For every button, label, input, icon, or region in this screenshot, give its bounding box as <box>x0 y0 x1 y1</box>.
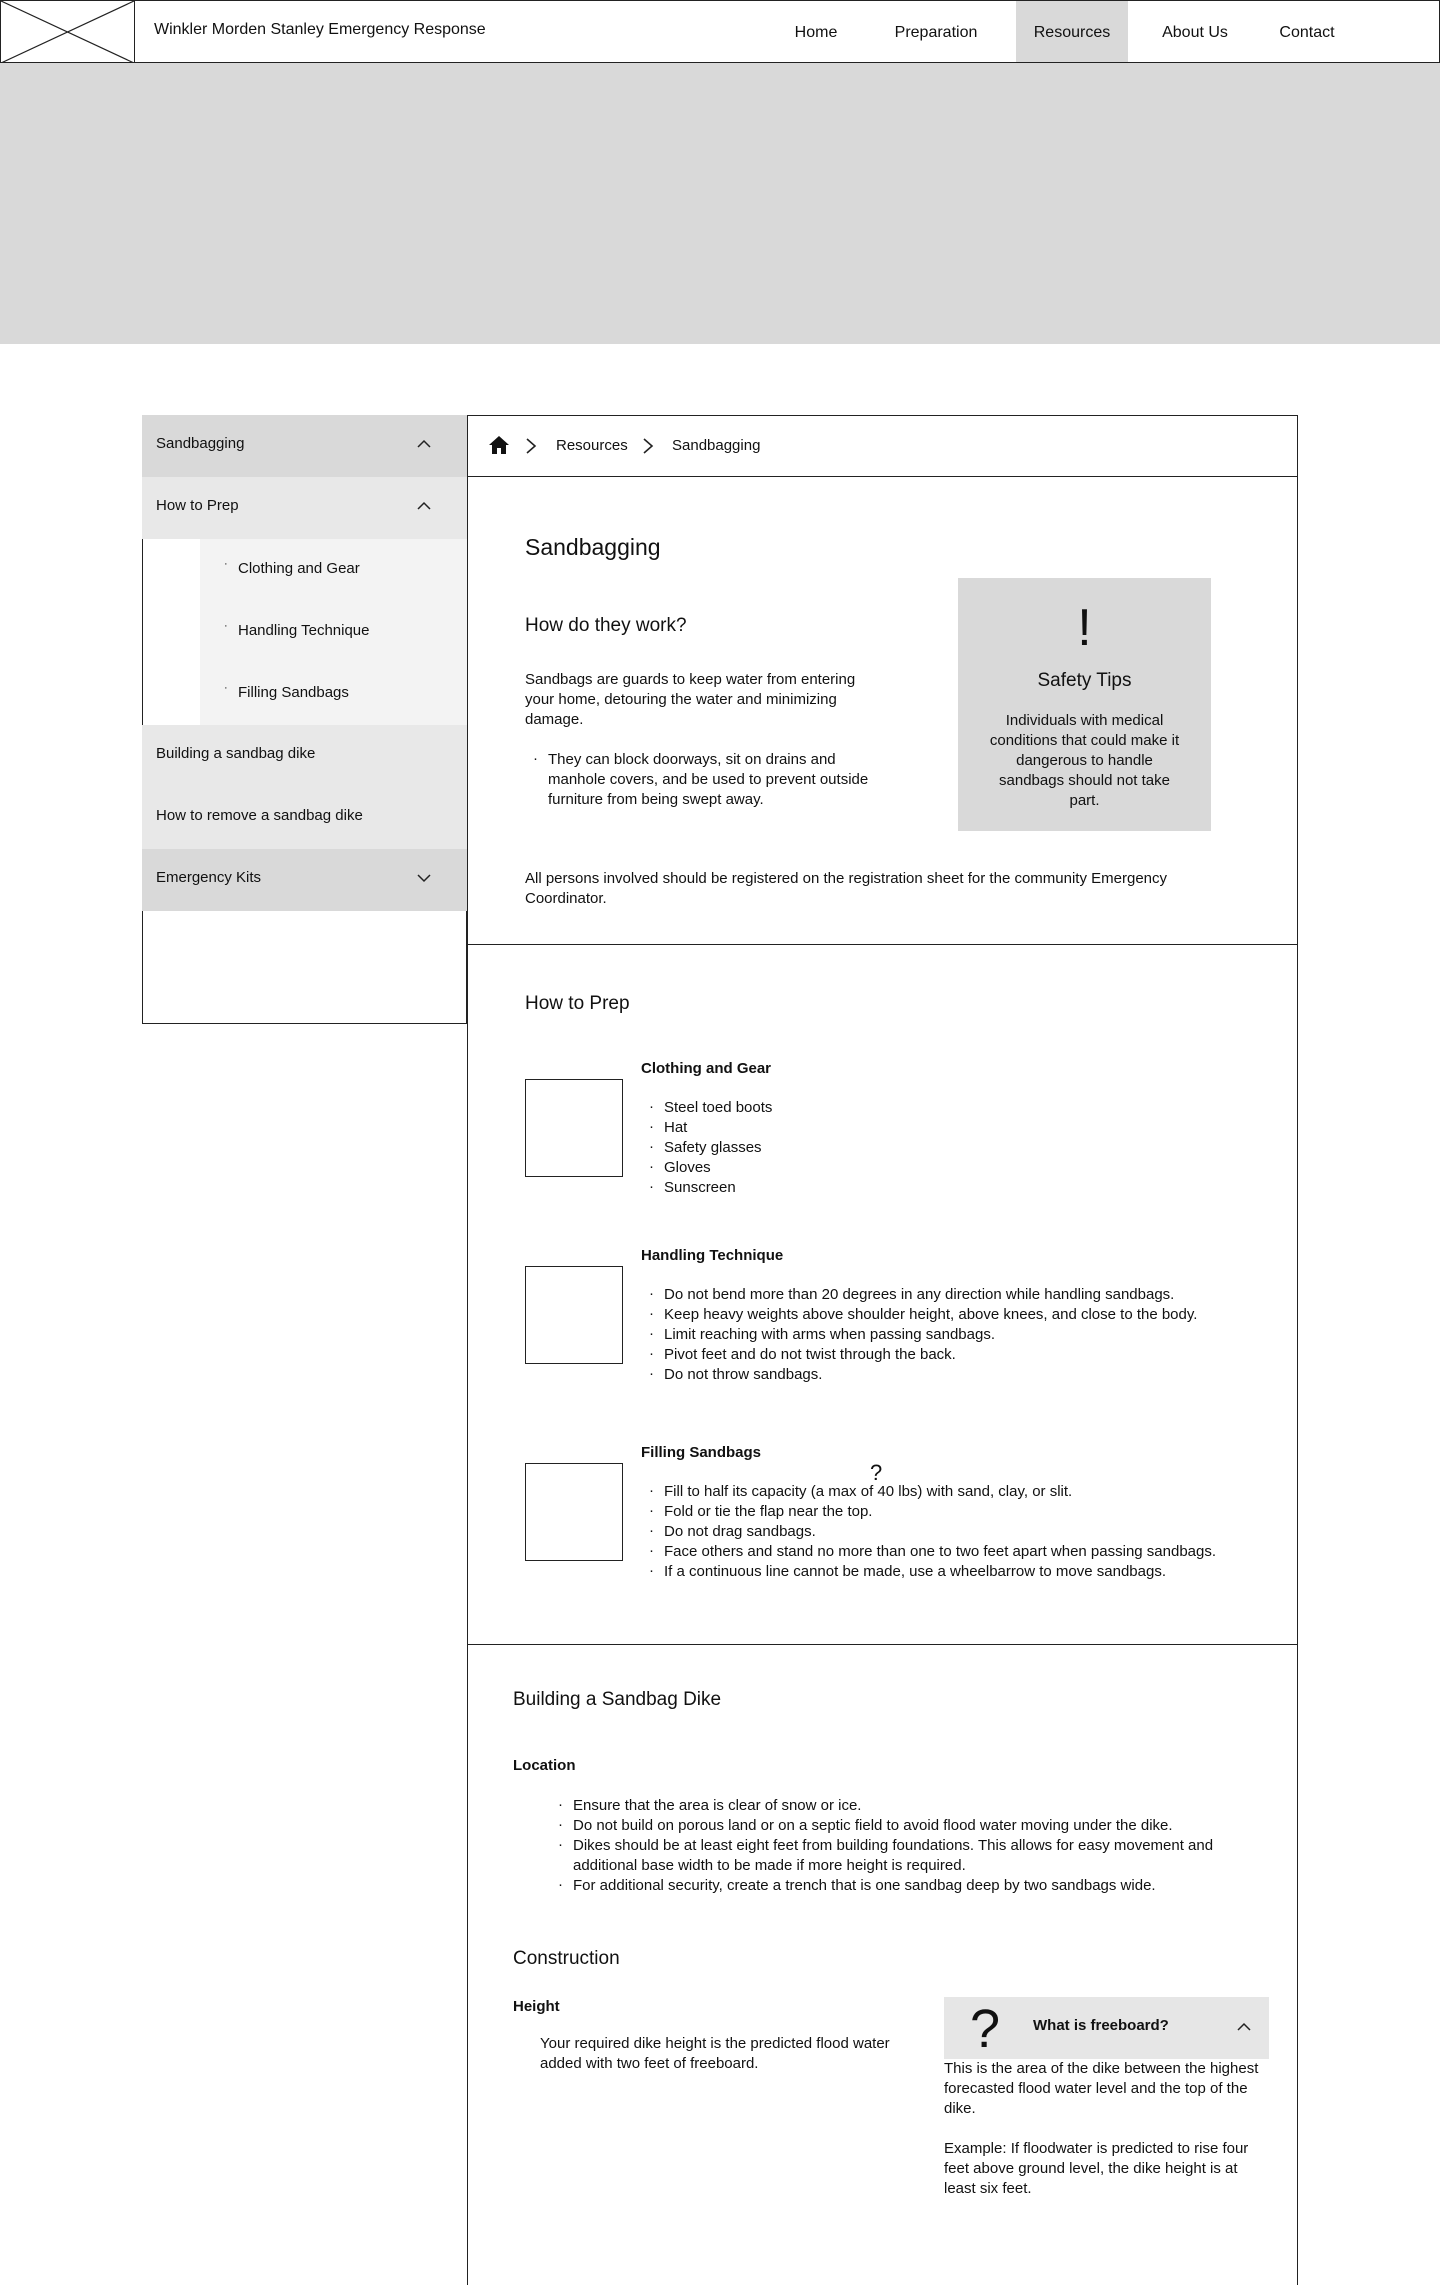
height-text: Your required dike height is the predicted flood water added with two feet of freeboard. <box>540 2035 890 2072</box>
chevron-down-icon <box>417 871 431 885</box>
list-item: · Do not bend more than 20 degrees in any direction while handling sandbags. <box>641 1285 1281 1305</box>
nav-resources[interactable]: Resources <box>1016 1 1128 62</box>
list-item: · Fold or tie the flap near the top. <box>641 1502 1291 1522</box>
chevron-up-icon <box>417 437 431 451</box>
image-placeholder <box>525 1079 623 1177</box>
sidebar-item-label: Sandbagging <box>156 435 245 452</box>
section-subtitle: How do they work? <box>525 615 687 636</box>
list-item: · Face others and stand no more than one to two feet apart when passing sandbags. <box>641 1542 1291 1562</box>
subsection-title-filling: Filling Sandbags <box>641 1444 762 1461</box>
sidebar-item-sandbagging[interactable] <box>142 415 467 477</box>
site-header <box>0 0 1440 63</box>
page-title: Sandbagging <box>525 534 661 560</box>
freeboard-accordion-label: What is freeboard? <box>1033 2017 1169 2034</box>
help-cursor-icon: ? <box>870 1460 883 1485</box>
section-divider <box>467 944 1298 945</box>
breadcrumb-sandbagging[interactable]: Sandbagging <box>672 437 761 454</box>
sidebar-subitem-label: Filling Sandbags <box>238 684 349 701</box>
handling-list <box>641 1285 1281 1385</box>
home-icon[interactable] <box>488 434 510 456</box>
question-mark-icon: ? <box>970 1999 1001 2059</box>
registration-note: All persons involved should be registered on the registration sheet for the community Emergency Coordinator. <box>525 870 1168 907</box>
list-item: · Sunscreen <box>641 1178 1261 1198</box>
intro-paragraph: Sandbags are guards to keep water from entering your home, detouring the water and minimizing damage. <box>525 671 856 728</box>
list-item: · Pivot feet and do not twist through the back. <box>641 1345 1281 1365</box>
subsection-title-clothing: Clothing and Gear <box>641 1060 772 1077</box>
chevron-up-icon <box>417 499 431 513</box>
sidebar-item-building-dike[interactable] <box>142 725 467 787</box>
sidebar-item-label: How to remove a sandbag dike <box>156 807 363 824</box>
sidebar-subitem-filling[interactable] <box>200 663 467 725</box>
sidebar-subitem-label: Clothing and Gear <box>238 560 360 577</box>
freeboard-example: Example: If floodwater is predicted to rise four feet above ground level, the dike height is at least six feet. <box>944 2140 1249 2197</box>
subsection-title-handling: Handling Technique <box>641 1247 784 1264</box>
image-placeholder <box>525 1266 623 1364</box>
list-item: · Ensure that the area is clear of snow or ice. <box>550 1796 1230 1816</box>
section-title-building-dike: Building a Sandbag Dike <box>513 1689 722 1710</box>
list-item: · Steel toed boots <box>641 1098 1261 1118</box>
exclamation-icon: ! <box>1077 599 1092 657</box>
list-item: · Do not drag sandbags. <box>641 1522 1291 1542</box>
bullet-icon: · <box>224 558 228 570</box>
sidebar-subitem-clothing[interactable] <box>200 539 467 601</box>
list-item: · Do not build on porous land or on a septic field to avoid flood water moving under the dike. <box>550 1816 1230 1836</box>
chevron-right-icon <box>641 437 655 455</box>
nav-about-us[interactable]: About Us <box>1162 24 1228 41</box>
sidebar-item-emergency-kits[interactable] <box>142 849 467 911</box>
list-item: · Hat <box>641 1118 1261 1138</box>
safety-tips-title: Safety Tips <box>1037 670 1132 691</box>
sidebar-subitem-label: Handling Technique <box>238 622 370 639</box>
breadcrumb-resources[interactable]: Resources <box>556 437 628 454</box>
sidebar-item-label: How to Prep <box>156 497 239 514</box>
sidebar-subitem-handling[interactable] <box>200 601 467 663</box>
chevron-right-icon <box>524 437 538 455</box>
list-item: · For additional security, create a trench that is one sandbag deep by two sandbags wide. <box>550 1876 1230 1896</box>
bullet-icon: · <box>224 682 228 694</box>
list-item: · Limit reaching with arms when passing sandbags. <box>641 1325 1281 1345</box>
nav-preparation[interactable]: Preparation <box>894 24 978 41</box>
clothing-list <box>641 1098 1261 1198</box>
list-item: · Safety glasses <box>641 1138 1261 1158</box>
image-placeholder <box>525 1463 623 1561</box>
nav-home[interactable]: Home <box>794 24 838 41</box>
filling-list <box>641 1482 1291 1582</box>
subsection-title-location: Location <box>513 1757 576 1774</box>
chevron-up-icon <box>1237 2020 1251 2034</box>
list-item: · Do not throw sandbags. <box>641 1365 1281 1385</box>
section-divider <box>467 1644 1298 1645</box>
nav-contact[interactable]: Contact <box>1279 24 1335 41</box>
safety-tips-card <box>958 578 1211 831</box>
sidebar-item-remove-dike[interactable] <box>142 787 467 849</box>
list-item: · They can block doorways, sit on drains and manhole covers, and be used to prevent outside furniture from being swept away. <box>525 750 885 810</box>
list-item: · Gloves <box>641 1158 1261 1178</box>
hero-banner-placeholder <box>0 63 1440 344</box>
logo-placeholder-icon[interactable] <box>1 1 135 63</box>
sidebar-item-label: Emergency Kits <box>156 869 262 886</box>
list-item: · Fill to half its capacity (a max of 40 lbs) with sand, clay, or slit. <box>641 1482 1291 1502</box>
site-title: Winkler Morden Stanley Emergency Response <box>154 21 486 38</box>
list-item: · Keep heavy weights above shoulder height, above knees, and close to the body. <box>641 1305 1281 1325</box>
safety-tips-body: Individuals with medical conditions that could make it dangerous to handle sandbags should not take part. <box>989 712 1180 809</box>
subsection-title-construction: Construction <box>513 1948 620 1969</box>
freeboard-definition: This is the area of the dike between the highest forecasted flood water level and the top of the dike. <box>944 2060 1259 2117</box>
breadcrumb <box>467 415 1298 477</box>
subsection-title-height: Height <box>513 1998 560 2015</box>
list-item: · Dikes should be at least eight feet from building foundations. This allows for easy movement and additional base width to be made if more height is required. <box>550 1836 1230 1876</box>
sidebar-item-how-to-prep[interactable] <box>142 477 467 539</box>
freeboard-accordion[interactable] <box>944 1997 1269 2059</box>
sidebar-item-label: Building a sandbag dike <box>156 745 316 762</box>
bullet-icon: · <box>224 620 228 632</box>
list-item: · If a continuous line cannot be made, use a wheelbarrow to move sandbags. <box>641 1562 1291 1582</box>
intro-bullet-list <box>525 750 885 810</box>
section-title-how-to-prep: How to Prep <box>525 993 630 1014</box>
location-list <box>550 1796 1230 1896</box>
